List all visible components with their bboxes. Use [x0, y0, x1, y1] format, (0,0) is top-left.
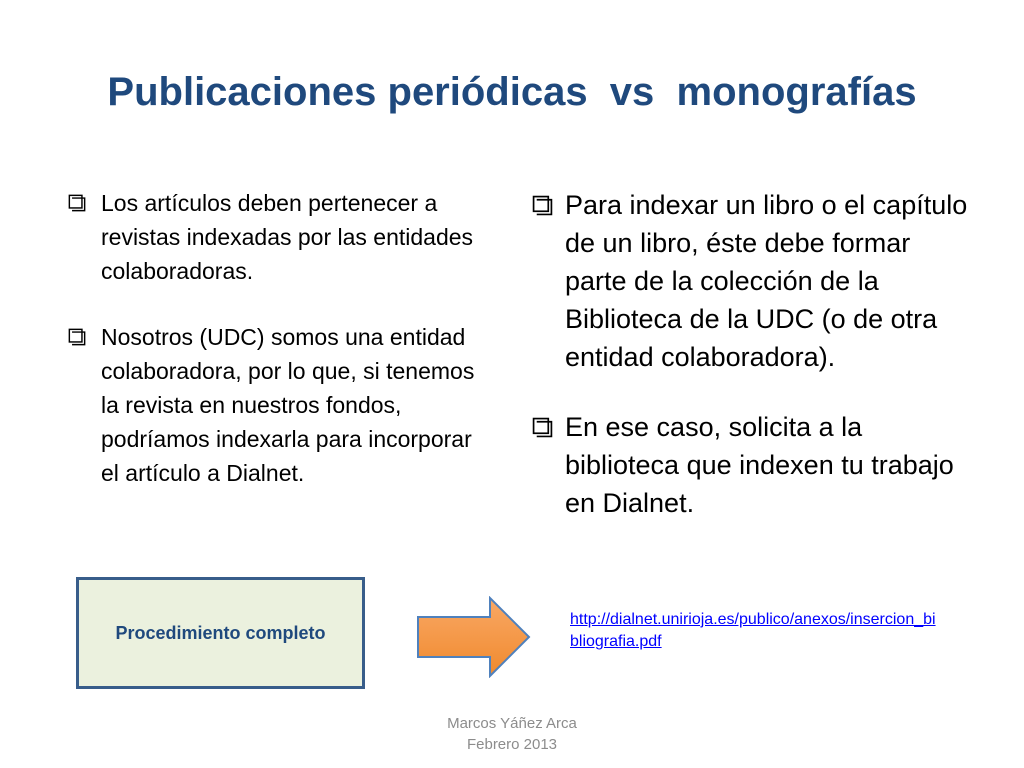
right-arrow-icon [416, 596, 532, 678]
bullet-item [532, 186, 972, 376]
bullet-text: En ese caso, solicita a la biblioteca que indexen tu trabajo en Dialnet. [565, 412, 954, 518]
slide-title: Publicaciones periódicas vs monografías [107, 70, 917, 114]
checkbox-icon [532, 195, 553, 216]
bullet-item [68, 320, 488, 490]
footer-date: Febrero 2013 [466, 736, 558, 753]
checkbox-icon [532, 417, 553, 438]
footer-author: Marcos Yáñez Arca [447, 715, 577, 732]
bullet-item [68, 186, 488, 288]
right-column [532, 186, 972, 554]
footer [0, 713, 1024, 755]
checkbox-icon [68, 194, 86, 212]
checkbox-icon [68, 328, 86, 346]
left-column [68, 186, 488, 522]
bullet-text: Los artículos deben pertenecer a revistas indexadas por las entidades colaboradoras. [101, 190, 474, 284]
procedure-button[interactable] [76, 577, 365, 689]
bullet-item [532, 408, 972, 522]
insertion-pdf-link[interactable]: http://dialnet.unirioja.es/publico/anexos/insercion_bibliografia.pdf [570, 611, 936, 650]
procedure-label: Procedimiento completo [115, 622, 326, 643]
bullet-text: Nosotros (UDC) somos una entidad colaboradora, por lo que, si tenemos la revista en nuestros fondos, podríamos indexarla para incorporar el artículo a Dialnet. [101, 324, 475, 486]
bullet-text: Para indexar un libro o el capítulo de un libro, éste debe formar parte de la colección de la Biblioteca de la UDC (o de otra entidad colaboradora). [565, 190, 968, 372]
